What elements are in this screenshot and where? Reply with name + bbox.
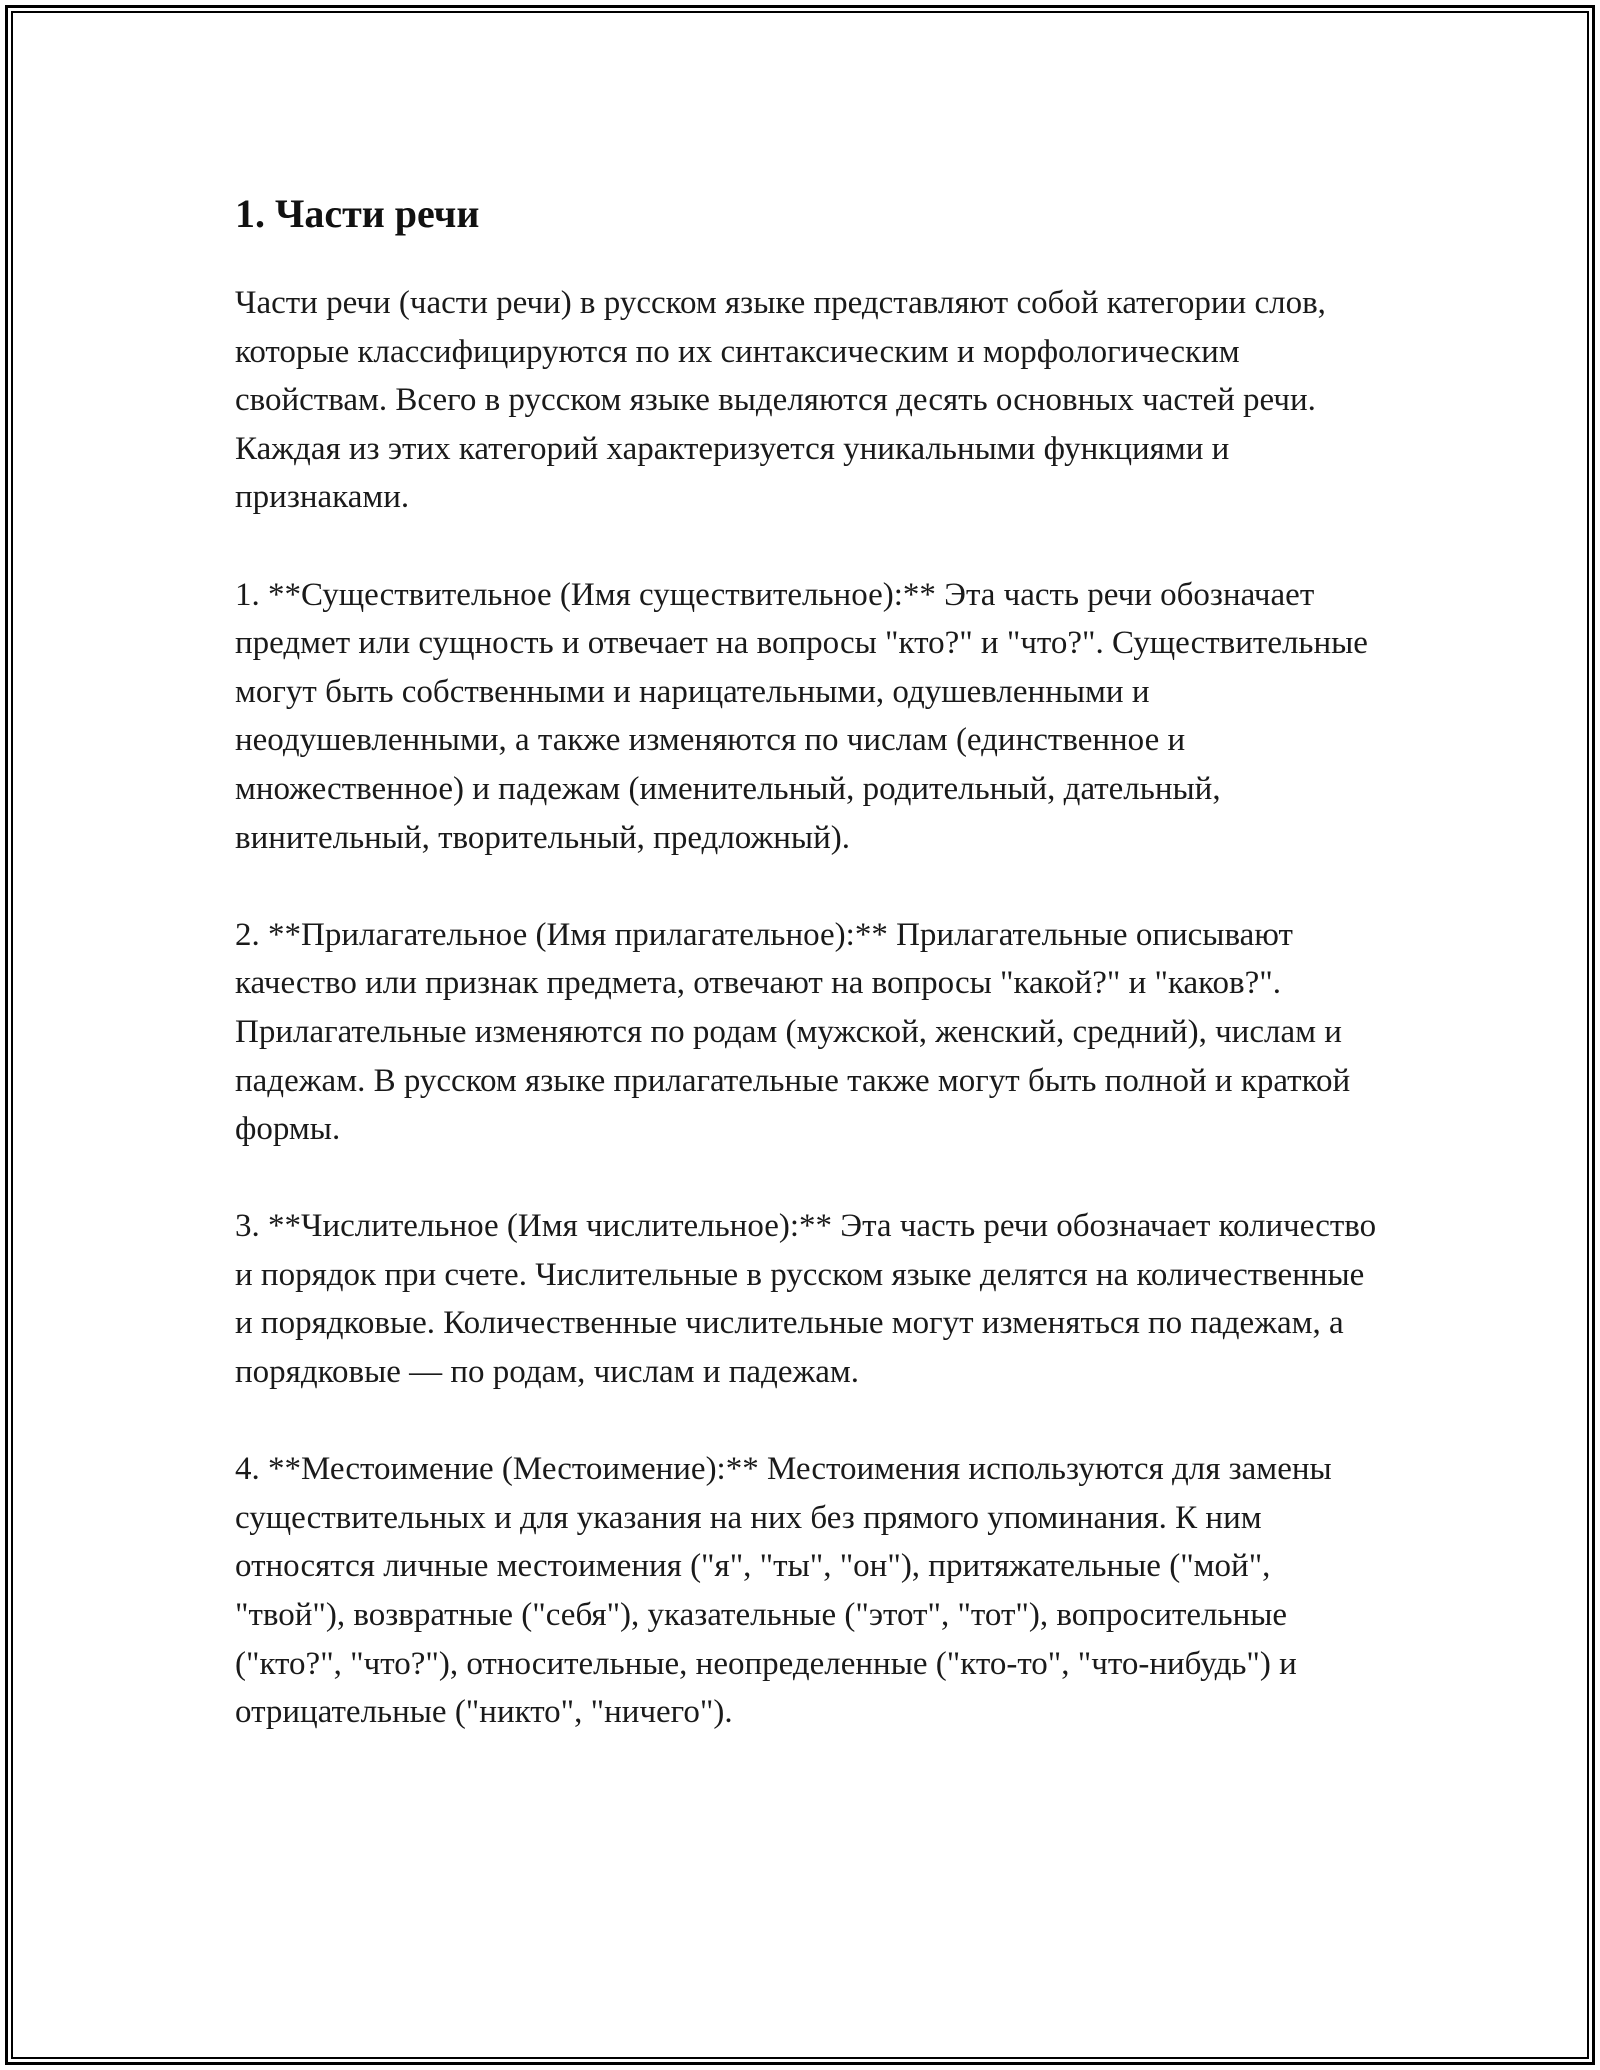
intro-paragraph: Части речи (части речи) в русском языке представляют собой категории слов, которые классифицируются по их синтаксическим и морфологическим свойствам. Всего в русском языке выделяются десять основных частей речи. Каждая из этих категорий характеризуется уникальными функциями и признаками. [235,285,1326,516]
noun-paragraph: 1. **Существительное (Имя существительное):** Эта часть речи обозначает предмет или сущность и отвечает на вопросы "кто?" и "что?". Существительные могут быть собственными и нарицательными, одушевленными и неодушевленными, а также изменяются по числам (единственное и множественное) и падежам (именительный, родительный, дательный, винительный, творительный, предложный). [235,576,1368,856]
section-heading: 1. Части речи [235,191,480,236]
adjective-paragraph: 2. **Прилагательное (Имя прилагательное):** Прилагательные описывают качество или признак предмета, отвечают на вопросы "какой?" и "каков?". Прилагательные изменяются по родам (мужской, женский, средний), числам и падежам. В русском языке прилагательные также могут быть полной и краткой формы. [235,916,1351,1148]
numeral-paragraph: 3. **Числительное (Имя числительное):** Эта часть речи обозначает количество и порядок при счете. Числительные в русском языке делятся на количественные и порядковые. Количественные числительные могут изменяться по падежам, а порядковые — по родам, числам и падежам. [235,1208,1377,1391]
document-body [235,184,1385,1785]
pronoun-paragraph: 4. **Местоимение (Местоимение):** Местоимения используются для замены существительных и для указания на них без прямого упоминания. К ним относятся личные местоимения ("я", "ты", "он"), притяжательные ("мой", "твой"), возвратные ("себя"), указательные ("этот", "тот"), вопросительные ("кто?", "что?"), относительные, неопределенные ("кто-то", "что-нибудь") и отрицательные ("никто", "ничего"). [235,1451,1332,1731]
